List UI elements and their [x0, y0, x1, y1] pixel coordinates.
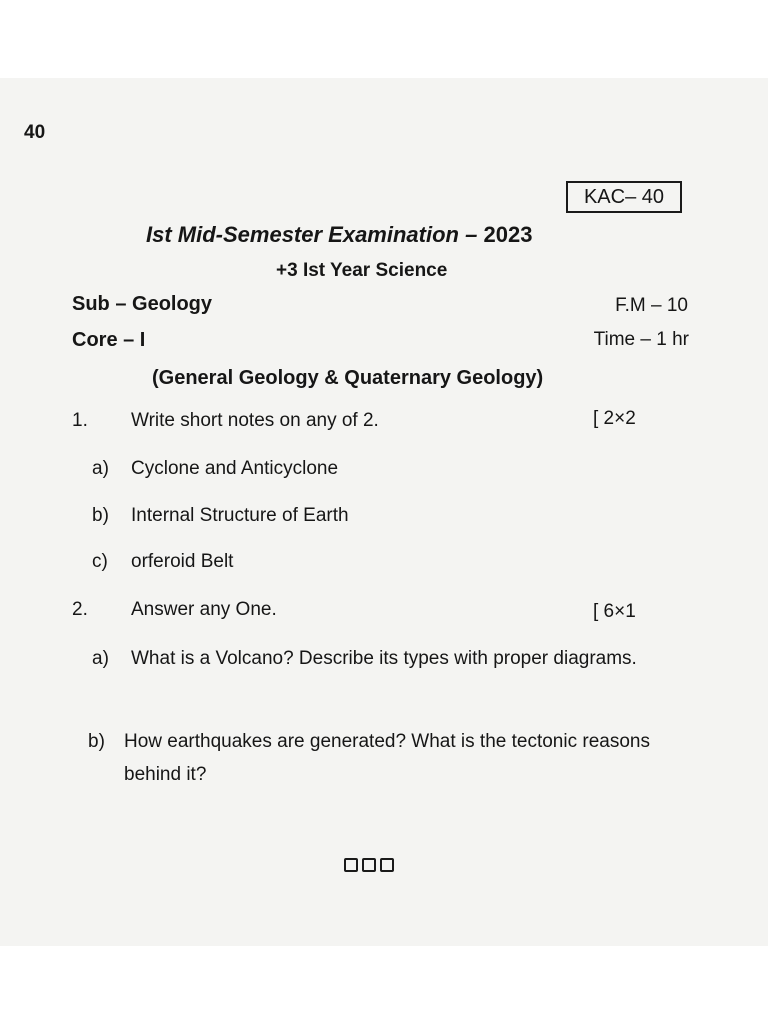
- question-1-option-a-letter: a): [92, 458, 109, 479]
- question-2-option-a-text: What is a Volcano? Describe its types with proper diagrams.: [131, 648, 637, 669]
- question-1-option-a-text: Cyclone and Anticyclone: [131, 458, 339, 479]
- question-2-option-a-letter: a): [92, 648, 109, 669]
- question-2-text: Answer any One.: [131, 599, 277, 620]
- question-1-number: 1.: [72, 410, 88, 431]
- question-1-option-c-letter: c): [92, 551, 108, 572]
- course-subtitle: +3 Ist Year Science: [276, 260, 448, 281]
- question-2-marks: [ 6×1: [593, 601, 636, 622]
- core-label: Core – I: [72, 329, 146, 351]
- question-1-marks: [ 2×2: [593, 408, 636, 429]
- question-2-option-b-letter: b): [88, 731, 105, 752]
- exam-year: 2023: [483, 222, 533, 247]
- square-icon: [362, 858, 376, 872]
- paper-code: KAC– 40: [583, 185, 665, 208]
- question-1-text: Write short notes on any of 2.: [131, 410, 379, 431]
- full-marks: F.M – 10: [615, 295, 688, 316]
- subject-label: Sub – Geology: [72, 293, 213, 315]
- question-1-option-b-letter: b): [92, 505, 109, 526]
- square-icon: [380, 858, 394, 872]
- exam-title-dash: –: [465, 222, 478, 247]
- exam-title: [146, 222, 532, 248]
- page-number: 40: [24, 122, 46, 143]
- time-allowed: Time – 1 hr: [593, 329, 689, 350]
- question-2-number: 2.: [72, 599, 88, 620]
- paper-code-box: [566, 181, 682, 213]
- three-squares-icon: [344, 858, 394, 872]
- question-2-option-b-text: How earthquakes are generated? What is the tectonic reasons behind it?: [124, 731, 650, 785]
- square-icon: [344, 858, 358, 872]
- paper-title: (General Geology & Quaternary Geology): [152, 367, 544, 389]
- question-1-option-c-text: orferoid Belt: [131, 551, 234, 572]
- exam-title-text: Ist Mid-Semester Examination: [146, 222, 459, 247]
- question-1-option-b-text: Internal Structure of Earth: [131, 505, 349, 526]
